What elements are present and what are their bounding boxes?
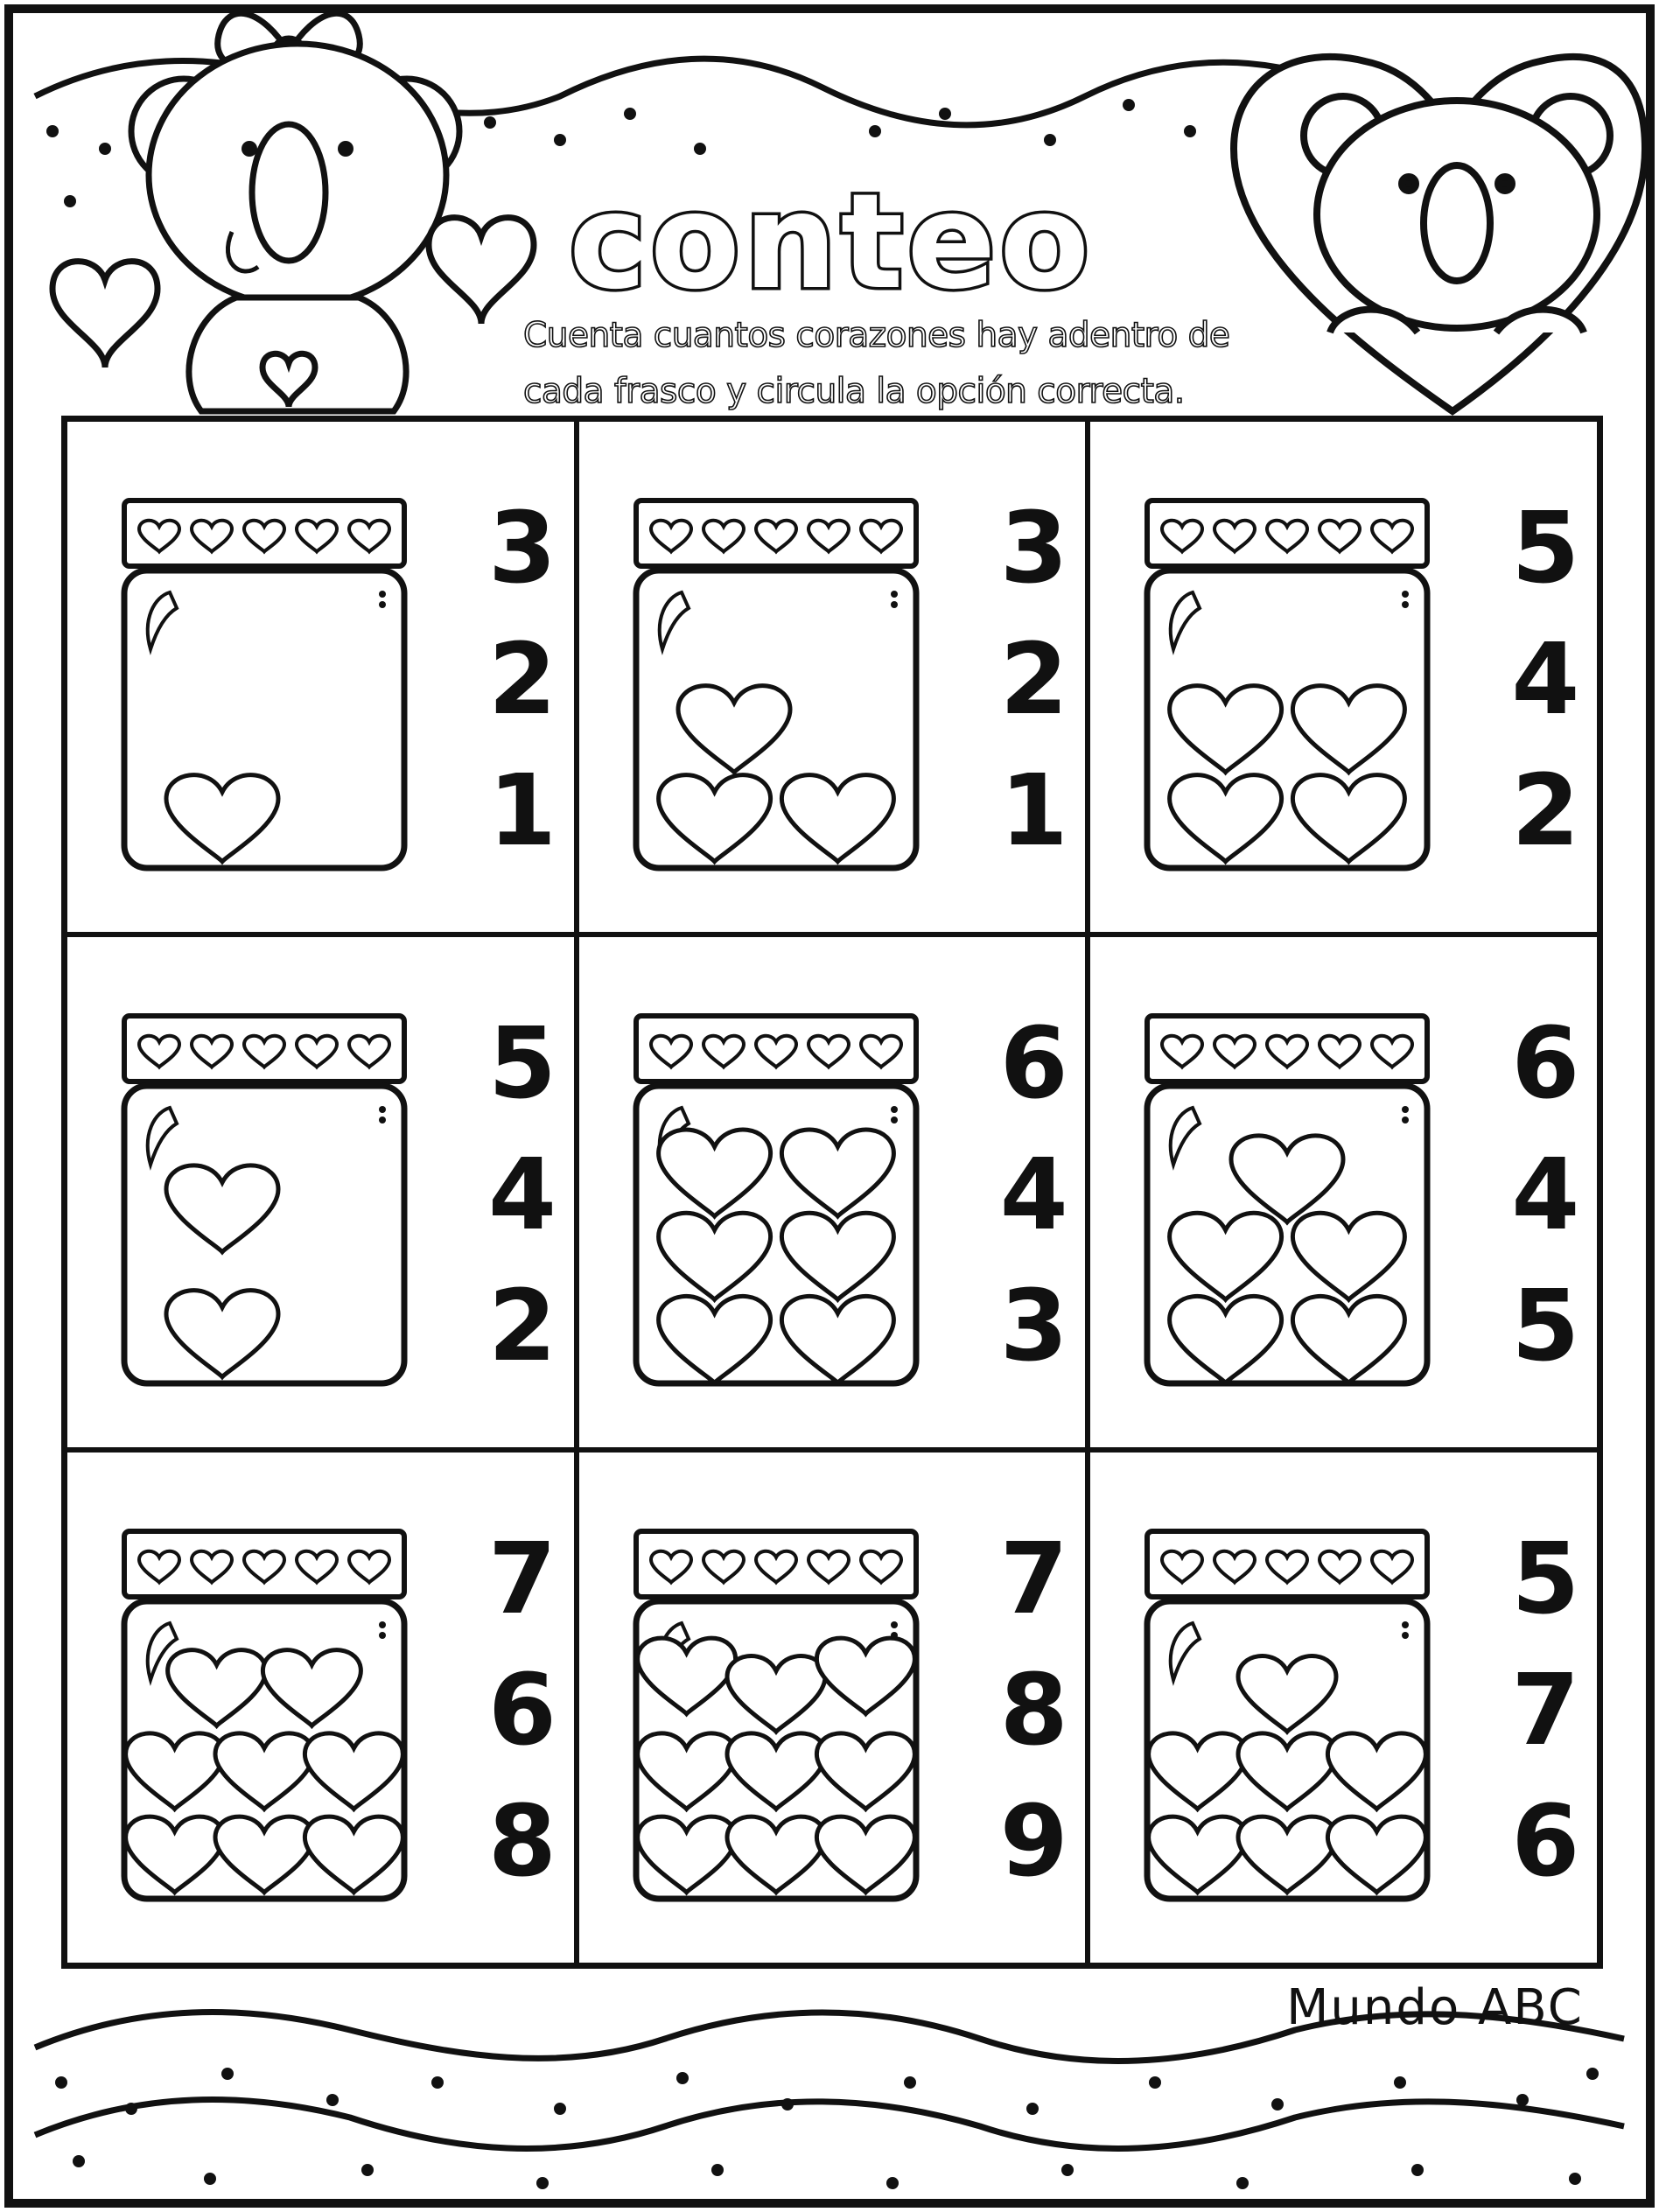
answer-options	[1484, 1514, 1606, 1908]
exercise-cell	[577, 419, 1088, 934]
jar-icon	[1138, 496, 1436, 877]
answer-option[interactable]: 5	[1511, 1522, 1580, 1636]
answer-option[interactable]: 3	[999, 492, 1068, 606]
answer-option[interactable]: 7	[1511, 1654, 1580, 1768]
answer-option[interactable]: 4	[1511, 623, 1580, 737]
instructions-text: Cuenta cuantos corazones hay adentro de cada frasco y circula la opción correcta.	[523, 316, 1230, 411]
answer-option[interactable]: 5	[1511, 492, 1580, 606]
exercise-cell	[577, 1450, 1088, 1965]
answer-option[interactable]: 8	[999, 1654, 1068, 1768]
answer-option[interactable]: 4	[999, 1138, 1068, 1252]
answer-option[interactable]: 5	[488, 1007, 556, 1121]
jar-icon	[627, 496, 925, 877]
answer-option[interactable]: 6	[488, 1654, 556, 1768]
exercise-cell	[577, 934, 1088, 1450]
answer-options	[973, 998, 1096, 1392]
answer-option[interactable]: 7	[999, 1522, 1068, 1636]
answer-option[interactable]: 2	[488, 623, 556, 737]
exercise-cell	[65, 419, 577, 934]
exercise-cell	[1088, 419, 1600, 934]
exercise-grid	[61, 416, 1603, 1969]
answer-option[interactable]: 2	[1511, 754, 1580, 868]
exercise-cell	[65, 1450, 577, 1965]
answer-option[interactable]: 9	[999, 1785, 1068, 1899]
answer-option[interactable]: 6	[1511, 1785, 1580, 1899]
exercise-cell	[65, 934, 577, 1450]
jar-icon	[627, 1527, 925, 1908]
koala-in-heart-icon	[1234, 57, 1645, 411]
answer-option[interactable]: 7	[488, 1522, 556, 1636]
answer-option[interactable]: 4	[1511, 1138, 1580, 1252]
exercise-cell	[1088, 1450, 1600, 1965]
jar-icon	[116, 1527, 413, 1908]
jar-icon	[1138, 1527, 1436, 1908]
brand-label: Mundo ABC	[1286, 1979, 1584, 2036]
koala-with-bow-icon	[52, 13, 534, 411]
jar-icon	[1138, 1012, 1436, 1392]
answer-option[interactable]: 1	[999, 754, 1068, 868]
answer-options	[973, 483, 1096, 877]
answer-option[interactable]: 3	[488, 492, 556, 606]
page-title: conteo	[569, 166, 1094, 318]
exercise-cell	[1088, 934, 1600, 1450]
answer-option[interactable]: 2	[488, 1270, 556, 1383]
jar-icon	[116, 496, 413, 877]
answer-options	[461, 1514, 584, 1908]
answer-options	[1484, 483, 1606, 877]
answer-option[interactable]: 5	[1511, 1270, 1580, 1383]
answer-option[interactable]: 1	[488, 754, 556, 868]
answer-option[interactable]: 3	[999, 1270, 1068, 1383]
jar-icon	[116, 1012, 413, 1392]
answer-option[interactable]: 4	[488, 1138, 556, 1252]
answer-options	[461, 998, 584, 1392]
answer-option[interactable]: 6	[999, 1007, 1068, 1121]
answer-options	[1484, 998, 1606, 1392]
answer-options	[973, 1514, 1096, 1908]
answer-option[interactable]: 2	[999, 623, 1068, 737]
answer-option[interactable]: 6	[1511, 1007, 1580, 1121]
answer-options	[461, 483, 584, 877]
answer-option[interactable]: 8	[488, 1785, 556, 1899]
jar-icon	[627, 1012, 925, 1392]
